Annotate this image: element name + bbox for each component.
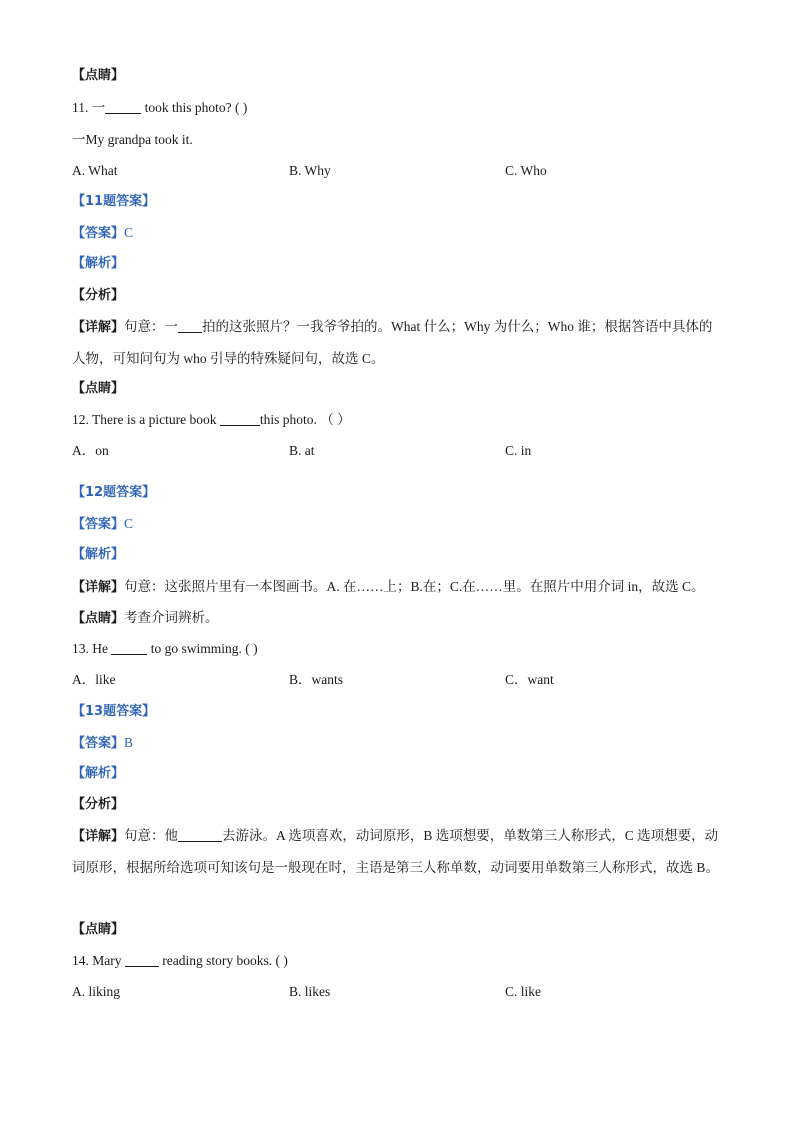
answer-tag: 【答案】 bbox=[72, 226, 125, 241]
answer-value: C bbox=[124, 225, 134, 240]
jiexi-heading: 【解析】 bbox=[72, 547, 125, 562]
detail-text-pre: 句意：他 bbox=[124, 828, 179, 843]
answer-12-heading: 【12题答案】 bbox=[72, 485, 156, 500]
answer-12 bbox=[72, 514, 133, 535]
option-a: A. liking bbox=[72, 984, 121, 999]
detail-tag: 【详解】 bbox=[72, 320, 125, 335]
option-b: B. likes bbox=[289, 984, 331, 999]
jiexi-heading: 【解析】 bbox=[72, 256, 125, 271]
question-11-text: took this photo? ( ) bbox=[141, 100, 248, 115]
dianjing-heading: 【点睛】 bbox=[72, 68, 125, 83]
option-c: C. in bbox=[505, 443, 532, 458]
answer-13 bbox=[72, 733, 133, 754]
option-c: C．want bbox=[505, 672, 554, 687]
detail-text: 句意：这张照片里有一本图画书。A. 在……上；B.在；C.在……里。在照片中用介词 in，故选 C。 bbox=[124, 579, 705, 594]
detail-text: 去游泳。A 选项喜欢，动词原形，B 选项想要，单数第三人称形式，C 选项想要，动词原形，根据所给选项可知该句是一般现在时，主语是第三人称单数，动词要用单数第三人称形式，故选 B。 bbox=[72, 828, 719, 875]
option-b: B．wants bbox=[289, 672, 343, 687]
dianjing-12 bbox=[72, 608, 219, 629]
option-c: C. Who bbox=[505, 163, 547, 178]
question-14-text: reading story books. ( ) bbox=[158, 953, 288, 968]
option-b: B. Why bbox=[289, 163, 331, 178]
answer-value: C bbox=[124, 516, 134, 531]
answer-blank bbox=[105, 99, 141, 114]
option-a: A．on bbox=[72, 443, 109, 458]
fenxi-heading: 【分析】 bbox=[72, 797, 125, 812]
dianjing-tag: 【点睛】 bbox=[72, 611, 125, 626]
option-b: B. at bbox=[289, 443, 315, 458]
detail-text: 拍的这张照片？一我爷爷拍的。What 什么；Why 为什么；Who 谁；根据答语中具体的人物，可知问句为 who 引导的特殊疑问句，故选 C。 bbox=[72, 319, 713, 366]
answer-blank bbox=[178, 318, 202, 333]
answer-blank bbox=[178, 827, 222, 842]
question-13-text: to go swimming. ( ) bbox=[147, 641, 258, 656]
answer-tag: 【答案】 bbox=[72, 736, 125, 751]
question-11-stem bbox=[72, 98, 247, 118]
option-a: A. What bbox=[72, 163, 118, 178]
detail-12 bbox=[72, 577, 705, 598]
question-12-text-pre: 12. There is a picture book bbox=[72, 412, 220, 427]
dianjing-heading: 【点睛】 bbox=[72, 381, 125, 396]
question-11-number: 11. 一 bbox=[72, 100, 106, 115]
answer-11 bbox=[72, 223, 133, 244]
detail-text-pre: 句意：一 bbox=[124, 319, 179, 334]
answer-value: B bbox=[124, 735, 134, 750]
question-13-stem bbox=[72, 639, 258, 659]
question-13-text-pre: 13. He bbox=[72, 641, 112, 656]
question-12-text: this photo. （ ） bbox=[259, 412, 351, 427]
answer-blank bbox=[111, 640, 147, 655]
option-c: C. like bbox=[505, 984, 541, 999]
option-a: A．like bbox=[72, 672, 116, 687]
jiexi-heading: 【解析】 bbox=[72, 766, 125, 781]
detail-11 bbox=[72, 311, 722, 374]
question-14-text-pre: 14. Mary bbox=[72, 953, 125, 968]
question-11-response: 一My grandpa took it. bbox=[72, 132, 193, 147]
detail-tag: 【详解】 bbox=[72, 580, 125, 595]
question-12-stem bbox=[72, 410, 351, 430]
answer-blank bbox=[125, 952, 159, 967]
answer-blank bbox=[220, 411, 260, 426]
fenxi-heading: 【分析】 bbox=[72, 288, 125, 303]
detail-13 bbox=[72, 820, 722, 883]
dianjing-text: 考查介词辨析。 bbox=[124, 610, 219, 625]
answer-11-heading: 【11题答案】 bbox=[72, 194, 156, 209]
question-14-stem bbox=[72, 951, 288, 971]
answer-13-heading: 【13题答案】 bbox=[72, 704, 156, 719]
answer-tag: 【答案】 bbox=[72, 517, 125, 532]
dianjing-heading: 【点睛】 bbox=[72, 922, 125, 937]
detail-tag: 【详解】 bbox=[72, 829, 125, 844]
